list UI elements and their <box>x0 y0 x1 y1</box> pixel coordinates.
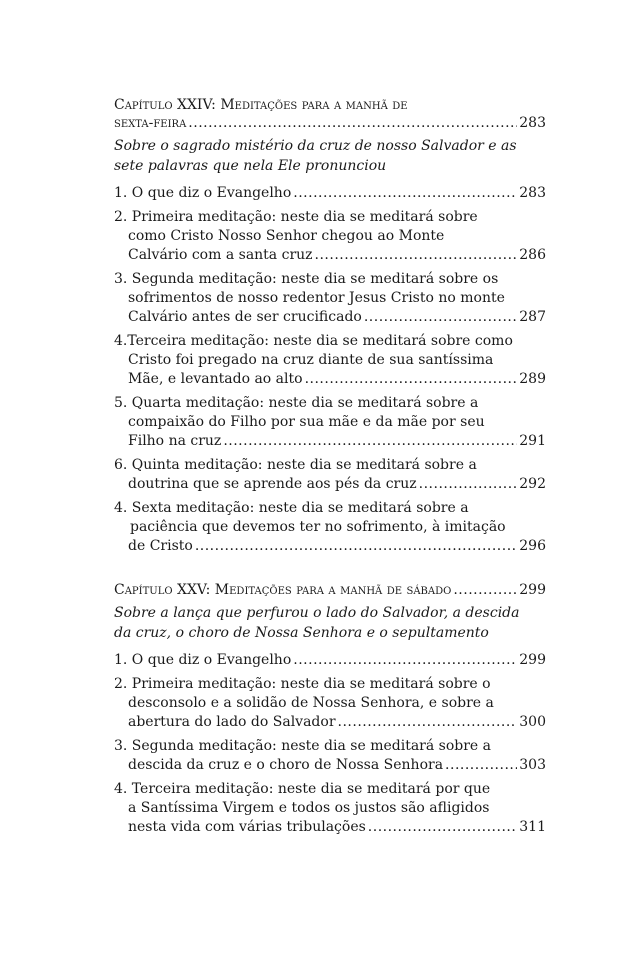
dot-leader <box>419 475 518 493</box>
entry-text: 6. Quinta meditação: neste dia se meditará sobre a <box>114 457 477 473</box>
entry-text: sofrimentos de nosso redentor Jesus Cristo no monte <box>128 290 505 306</box>
dot-leader <box>305 370 518 388</box>
entry-text: 3. Segunda meditação: neste dia se meditará sobre a <box>114 738 492 754</box>
page-number: 283 <box>519 185 546 201</box>
entry-text: Filho na cruz <box>128 433 222 449</box>
entry-text: 2. Primeira meditação: neste dia se meditará sobre <box>114 209 478 225</box>
chapter-title-line: sexta-feira <box>114 115 187 131</box>
page-number: 299 <box>519 652 546 668</box>
entry-text: 4. Terceira meditação: neste dia se meditará por que <box>114 781 491 797</box>
entry-text: 5. Quarta meditação: neste dia se meditará sobre a <box>114 395 479 411</box>
page-number: 291 <box>519 433 546 449</box>
chapter-24 <box>114 96 546 555</box>
entry-text: Calvário antes de ser crucificado <box>128 309 362 325</box>
entry-text: desconsolo e a solidão de Nossa Senhora, e sobre a <box>128 695 494 711</box>
toc-entry <box>114 184 546 202</box>
entry-text: compaixão do Filho por sua mãe e da mãe por seu <box>128 414 485 430</box>
chapter-title-leader-line <box>114 114 546 132</box>
toc-entry <box>114 499 546 555</box>
entry-text: abertura do lado do Salvador <box>128 714 336 730</box>
entry-text: de Cristo <box>128 538 193 554</box>
page-number: 300 <box>519 714 546 730</box>
entry-text: Cristo foi pregado na cruz diante de sua santíssima <box>128 352 494 368</box>
page-number: 311 <box>519 819 546 835</box>
toc-entry-line <box>114 370 546 388</box>
toc-entry <box>114 394 546 450</box>
toc-entry-line <box>114 308 546 326</box>
chapter-subtitle-line: Sobre a lança que perfurou o lado do Salvador, a descida <box>114 605 520 621</box>
entry-text: Calvário com a santa cruz <box>128 247 313 263</box>
dot-leader <box>293 651 517 669</box>
toc-entry-line <box>114 184 546 202</box>
entry-text: a Santíssima Virgem e todos os justos são afligidos <box>128 800 490 816</box>
entry-text: 4.Terceira meditação: neste dia se meditará sobre como <box>114 333 513 349</box>
chapter-subtitle-line: sete palavras que nela Ele pronunciou <box>114 158 387 174</box>
entry-list <box>114 184 546 555</box>
dot-leader <box>445 756 517 774</box>
chapter-title-line: Capítulo XXIV: Meditações para a manhã de <box>114 97 408 113</box>
dot-leader <box>188 114 517 132</box>
page-number: 286 <box>519 247 546 263</box>
chapter-title-leader-line <box>114 581 546 599</box>
toc-entry-line <box>114 651 546 669</box>
entry-text: nesta vida com várias tribulações <box>128 819 366 835</box>
page-number: 283 <box>519 115 546 131</box>
toc-entry-line <box>114 818 546 836</box>
toc-entry-line <box>114 537 546 555</box>
page-number: 289 <box>519 371 546 387</box>
page-number: 296 <box>519 538 546 554</box>
chapter-subtitle-line: Sobre o sagrado mistério da cruz de nosso Salvador e as <box>114 138 517 154</box>
table-of-contents <box>114 96 546 842</box>
toc-entry <box>114 270 546 326</box>
entry-text: paciência que devemos ter no sofrimento, à imitação <box>130 519 506 535</box>
toc-entry <box>114 780 546 836</box>
toc-entry-line <box>114 246 546 264</box>
entry-text: doutrina que se aprende aos pés da cruz <box>128 476 417 492</box>
entry-text: 1. O que diz o Evangelho <box>114 185 292 201</box>
dot-leader <box>293 184 517 202</box>
entry-text: Mãe, e levantado ao alto <box>128 371 303 387</box>
dot-leader <box>315 246 518 264</box>
dot-leader <box>223 432 517 450</box>
dot-leader <box>364 308 517 326</box>
chapter-title-line: Capítulo XXV: Meditações para a manhã de sábado <box>114 582 452 598</box>
entry-text: 2. Primeira meditação: neste dia se meditará sobre o <box>114 676 491 692</box>
entry-text: como Cristo Nosso Senhor chegou ao Monte <box>128 228 445 244</box>
toc-entry-line <box>114 475 546 493</box>
entry-list <box>114 651 546 836</box>
entry-text: 3. Segunda meditação: neste dia se meditará sobre os <box>114 271 499 287</box>
dot-leader <box>368 818 517 836</box>
toc-entry-line <box>114 713 546 731</box>
page-number: 287 <box>519 309 546 325</box>
entry-text: descida da cruz e o choro de Nossa Senhora <box>128 757 444 773</box>
chapter-25 <box>114 581 546 836</box>
entry-text: 4. Sexta meditação: neste dia se meditará sobre a <box>114 500 469 516</box>
toc-entry <box>114 675 546 731</box>
chapter-subtitle <box>114 136 546 176</box>
toc-entry <box>114 737 546 774</box>
chapter-subtitle-line: da cruz, o choro de Nossa Senhora e o sepultamento <box>114 625 489 641</box>
toc-entry <box>114 456 546 493</box>
toc-entry-line <box>114 756 546 774</box>
page-number: 303 <box>519 757 546 773</box>
chapter-subtitle <box>114 603 546 643</box>
page-number: 299 <box>519 582 546 598</box>
toc-entry-line <box>114 432 546 450</box>
toc-entry <box>114 651 546 669</box>
toc-entry <box>114 208 546 264</box>
entry-text: 1. O que diz o Evangelho <box>114 652 292 668</box>
dot-leader <box>453 581 517 599</box>
page-number: 292 <box>519 476 546 492</box>
toc-entry <box>114 332 546 388</box>
dot-leader <box>338 713 518 731</box>
dot-leader <box>195 537 517 555</box>
